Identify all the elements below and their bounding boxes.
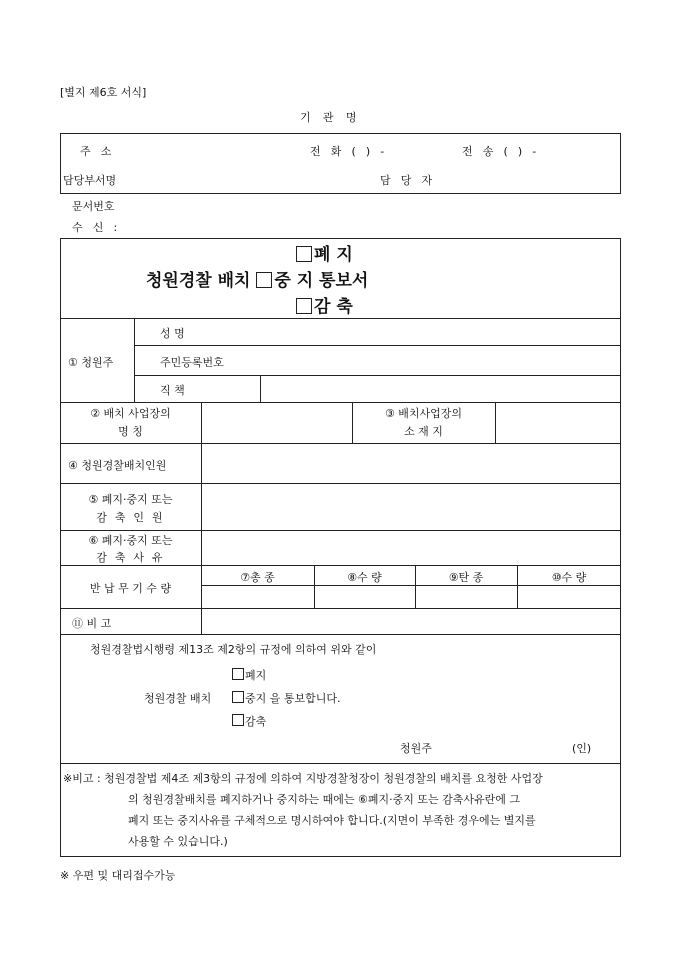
divider — [134, 375, 621, 376]
fax-label: 전 송 ( ) - — [462, 145, 540, 158]
name-label: 성 명 — [160, 327, 185, 340]
footnote-line: ※비고 : 청원경찰법 제4조 제3항의 규정에 의하여 지방경찰청장이 청원경찰의 배치를 요청한 사업장 — [63, 772, 543, 785]
workplace-location-label: ③ 배치사업장의 소 재 지 — [384, 407, 463, 438]
checkbox-icon — [232, 691, 244, 703]
divider — [134, 318, 135, 402]
declaration-option-suspend: 중지 을 통보합니다. — [232, 690, 341, 706]
checkbox-icon — [232, 668, 244, 680]
bottom-note: ※ 우편 및 대리접수가능 — [60, 869, 176, 882]
divider — [60, 608, 621, 609]
divider — [60, 763, 621, 764]
ammo-quantity-header: ⑩수 량 — [551, 571, 587, 584]
declaration-option-abolish: 폐지 — [232, 667, 266, 683]
gun-quantity-header: ⑧수 량 — [347, 571, 382, 584]
title-option-reduce: 감 축 — [296, 292, 353, 317]
checkbox-icon — [256, 272, 272, 288]
id-number-label: 주민등록번호 — [160, 356, 224, 369]
declaration-prefix: 청원경찰 배치 — [144, 692, 212, 705]
phone-label: 전 화 ( ) - — [310, 145, 388, 158]
divider — [60, 565, 621, 566]
divider — [495, 402, 496, 443]
form-label: [별지 제6호 서식] — [60, 86, 147, 99]
seal-label: (인) — [572, 742, 592, 755]
reduction-count-label: ⑤ 폐지·중지 또는 감 축 인 원 — [88, 493, 173, 524]
workplace-name-label: ② 배치 사업장의 명 칭 — [90, 407, 171, 438]
footnote-line: 폐지 또는 중지사유를 구체적으로 명시하여야 합니다.(지면이 부족한 경우에는 별지를 — [128, 814, 536, 827]
title-main: 청원경찰 배치 중 지 통보서 — [146, 271, 369, 291]
checkbox-icon — [232, 714, 244, 726]
ammo-type-header: ⑨탄 종 — [448, 571, 484, 584]
applicant-label: ① 청원주 — [68, 356, 114, 369]
dept-label: 담당부서명 — [63, 174, 117, 187]
remarks-label: ⑪ 비 고 — [72, 617, 112, 630]
divider — [201, 585, 621, 586]
divider — [60, 483, 621, 484]
footnote-line: 의 청원경찰배치를 폐지하거나 중지하는 때에는 ⑥폐지·중지 또는 감축사유란에 그 — [128, 793, 520, 806]
recipient-label: 수 신 : — [72, 221, 121, 234]
staffing-label: ④ 청원경찰배치인원 — [68, 459, 167, 472]
divider — [60, 318, 621, 319]
gun-type-header: ⑦총 종 — [240, 571, 275, 584]
checkbox-icon — [296, 298, 312, 314]
divider — [201, 402, 202, 634]
footnote-line: 사용할 수 있습니다.) — [128, 835, 228, 848]
title-option-abolish: 폐 지 — [296, 240, 353, 265]
signer-label: 청원주 — [400, 742, 432, 755]
doc-number-label: 문서번호 — [72, 200, 115, 213]
staff-label: 담 당 자 — [380, 174, 436, 187]
divider — [60, 402, 621, 403]
weapons-label: 반 납 무 기 수 량 — [89, 582, 172, 595]
checkbox-icon — [296, 246, 312, 262]
address-label: 주 소 — [80, 145, 115, 158]
divider — [134, 345, 621, 346]
divider — [60, 634, 621, 635]
declaration-line: 청원경찰법시행령 제13조 제2항의 규정에 의하여 위와 같이 — [90, 643, 377, 656]
position-label: 직 책 — [160, 384, 185, 397]
divider — [260, 375, 261, 402]
agency-name: 기 관 명 — [300, 111, 361, 124]
divider — [60, 530, 621, 531]
declaration-option-reduce: 감축 — [232, 713, 266, 729]
reason-label: ⑥ 폐지·중지 또는 감 축 사 유 — [88, 534, 173, 564]
divider — [60, 443, 621, 444]
